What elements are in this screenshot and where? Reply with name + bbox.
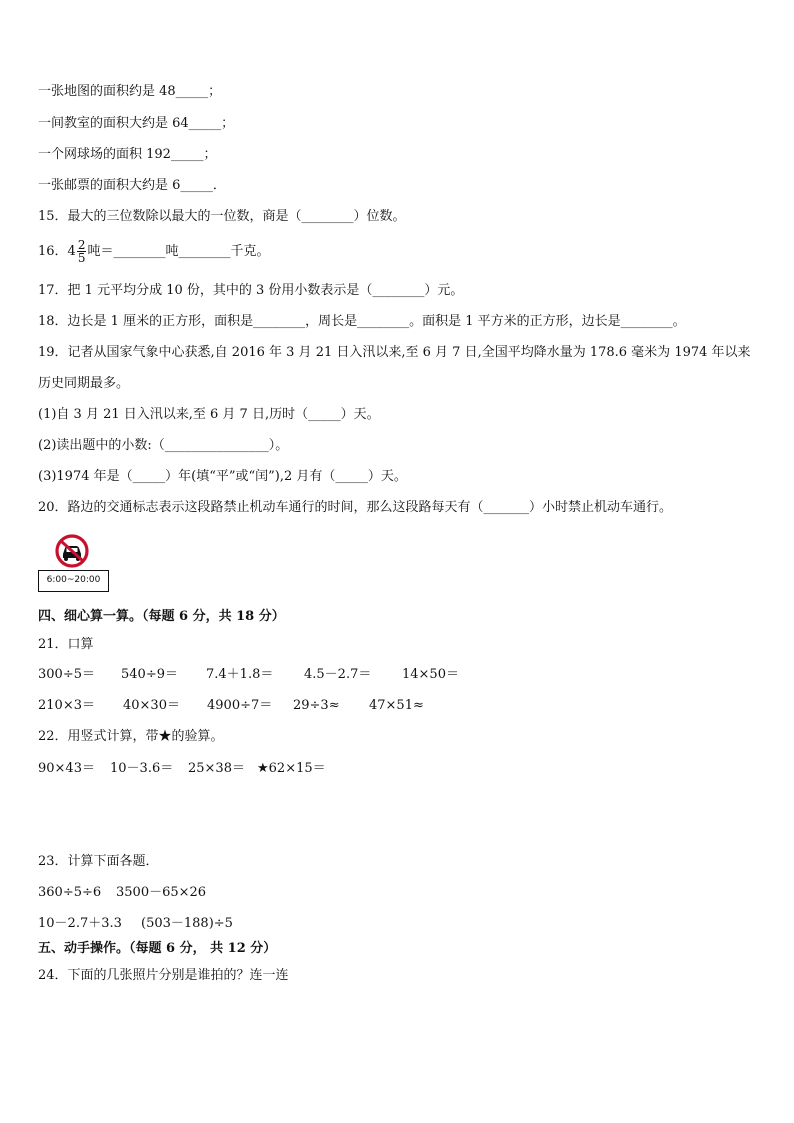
oral-item: 4.5－2.7＝ <box>304 667 372 682</box>
q16-denominator: 5 <box>77 251 86 265</box>
compute-item: 360÷5÷6 <box>38 885 102 900</box>
q14-line-tennis-court: 一个网球场的面积 192_____； <box>38 147 217 162</box>
question-19-part1: (1)自 3 月 21 日入汛以来,至 6 月 7 日,历时（_____）天。 <box>38 407 380 422</box>
question-19-part2: (2)读出题中的小数:（________________）。 <box>38 438 289 453</box>
question-19-line2: 历史同期最多。 <box>38 376 130 391</box>
section-4-heading: 四、细心算一算。（每题 6 分，共 18 分） <box>38 609 285 624</box>
question-22: 22．用竖式计算，带★的验算。 <box>38 729 224 744</box>
oral-item: 40×30＝ <box>123 698 180 713</box>
section-5-heading: 五、动手操作。（每题 6 分， 共 12 分） <box>38 941 277 956</box>
vertical-item: ★62×15＝ <box>257 761 326 776</box>
question-18: 18．边长是 1 厘米的正方形，面积是________，周长是________。面积是 1 平方米的正方形，边长是________。 <box>38 314 686 329</box>
q16-suffix: 吨＝________吨________千克。 <box>87 244 270 259</box>
oral-item: 29÷3≈ <box>293 698 340 713</box>
question-20: 20．路边的交通标志表示这段路禁止机动车通行的时间，那么这段路每天有（_______）小时禁止机动车通行。 <box>38 500 673 515</box>
q16-prefix: 16．4 <box>38 244 76 259</box>
q14-line-map: 一张地图的面积约是 48_____； <box>38 84 222 99</box>
compute-item: 10－2.7＋3.3 <box>38 916 122 931</box>
compute-item: 3500－65×26 <box>116 885 207 900</box>
question-19-part3: (3)1974 年是（_____）年(填“平”或“闰”),2 月有（_____）天。 <box>38 469 407 484</box>
q14-line-stamp: 一张邮票的面积大约是 6_____． <box>38 178 226 193</box>
q16-numerator: 2 <box>77 238 86 252</box>
oral-item: 4900÷7＝ <box>207 698 273 713</box>
vertical-item: 90×43＝ <box>38 761 95 776</box>
compute-item: (503－188)÷5 <box>141 916 233 931</box>
question-15: 15．最大的三位数除以最大的一位数，商是（________）位数。 <box>38 209 406 224</box>
oral-item: 300÷5＝ <box>38 667 95 682</box>
q14-line-classroom: 一间教室的面积大约是 64_____； <box>38 116 235 131</box>
question-16 <box>38 238 269 266</box>
oral-item: 210×3＝ <box>38 698 95 713</box>
question-24: 24．下面的几张照片分别是谁拍的？连一连 <box>38 968 289 983</box>
oral-item: 14×50＝ <box>402 667 459 682</box>
oral-item: 47×51≈ <box>369 698 424 713</box>
question-19-line1: 19．记者从国家气象中心获悉,自 2016 年 3 月 21 日入汛以来,至 6 月 7 日,全国平均降水量为 178.6 毫米为 1974 年以来 <box>38 345 751 360</box>
question-23: 23．计算下面各题． <box>38 854 159 869</box>
sign-time-label: 6:00~20:00 <box>38 570 109 592</box>
question-21: 21．口算 <box>38 637 94 652</box>
vertical-item: 10－3.6＝ <box>110 761 174 776</box>
q16-fraction <box>77 239 87 264</box>
oral-item: 7.4＋1.8＝ <box>206 667 274 682</box>
question-17: 17．把 1 元平均分成 10 份，其中的 3 份用小数表示是（________）元。 <box>38 283 464 298</box>
vertical-item: 25×38＝ <box>188 761 245 776</box>
no-motor-vehicle-sign-icon <box>52 534 92 568</box>
oral-item: 540÷9＝ <box>121 667 178 682</box>
